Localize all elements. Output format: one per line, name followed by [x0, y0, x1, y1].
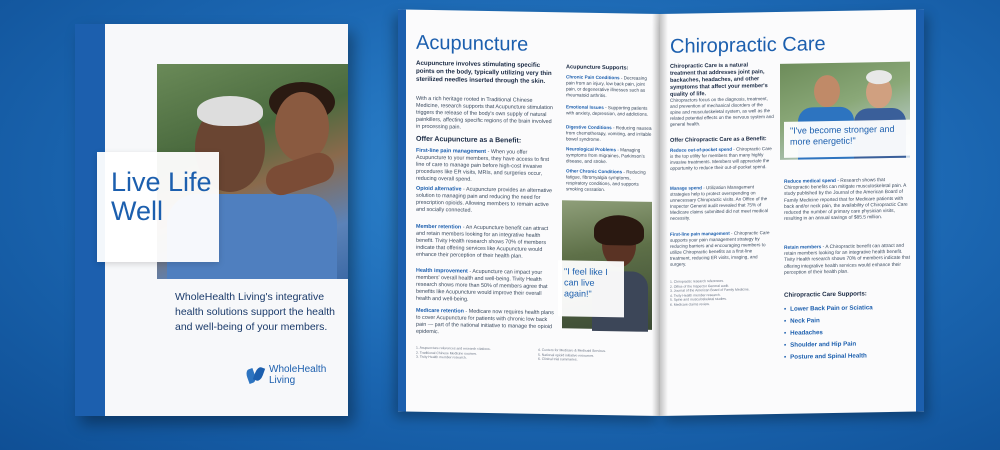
list-item: • Lower Back Pain or Sciatica [784, 302, 873, 316]
chiropractic-lead: Chiropractic Care is a natural treatment that addresses joint pain, backaches, headaches, and other symptoms that affect your member's quality of life. [670, 62, 768, 98]
brochure-spread [398, 14, 924, 416]
footnotes: 1. Acupuncture references and research citations. 2. Traditional Chinese Medicine sources. 3. Tivity Health member research. [416, 345, 491, 360]
acupuncture-intro: With a rich heritage rooted in Traditional Chinese Medicine, research supports that Acupuncture stimulation triggers the release of the body's own supply of natural painkillers, affecting specific regions of the brain involved in processing pain. [416, 95, 553, 131]
chiropractic-heading: Chiropractic Care [670, 33, 826, 58]
acupuncture-benefit: First-line pain management - When you offer Acupuncture to your members, they have access to first line of care to manage pain before high-cost invasive procedures like ER visits, MRIs, and surgeries occur, reducing overall spend. [416, 147, 550, 183]
acupuncture-page [398, 9, 660, 416]
acupuncture-support-item: Emotional Issues - Supporting patients with anxiety, depression, and addictions. [566, 104, 649, 117]
acupuncture-benefit: Health improvement - Acupuncture can impact your members' overall health and well-being. Tivity Health research shows more than 50% of members agree that benefits like Acupuncture would improve their overall health and well-being. [416, 267, 548, 303]
list-item: • Posture and Spinal Health [784, 350, 873, 364]
acupuncture-support-item: Other Chronic Conditions - Reducing fatigue, fibromyalgia symptoms, respiratory conditions, and supports smoking cessation. [566, 168, 646, 193]
wholehealth-logo: WholeHealth Living [247, 364, 326, 386]
list-item: • Headaches [784, 326, 873, 340]
acupuncture-lead: Acupuncture involves stimulating specific points on the body, typically utilizing very thin sterilized needles inserted through the skin. [416, 59, 552, 85]
chiropractic-intro: Chiropractors focus on the diagnosis, treatment, and prevention of mechanical disorders of the spine and musculoskeletal system, as well as the related potential effects on the nervous system and general health. [670, 96, 774, 127]
acupuncture-benefit: Medicare retention - Medicare now requires health plans to cover Acupuncture for patients with chronic low back pain — part of the national initiative to manage the opioid epidemic. [416, 307, 554, 336]
chiropractic-supports-list [784, 302, 873, 364]
acupuncture-benefit: Opioid alternative - Acupuncture provides an alternative solution to managing pain and reducing the need for prescription opioids. Allowing members to remain active and socially connected. [416, 185, 553, 214]
footnotes: 4. Centers for Medicare & Medicaid Services. 5. National opioid initiative resources. 6. Clinical trial summaries. [538, 347, 607, 362]
acupuncture-quote: "I feel like I can live again!" [558, 260, 624, 317]
brochure-cover [75, 24, 348, 416]
chiropractic-page [660, 9, 924, 416]
acupuncture-benefit: Member retention - An Acupuncture benefit can attract and retain members looking for an integrative health benefit. Tivity Health research shows 70% of members indicate that offering services like Acupuncture would enhance their perception of their health plan. [416, 223, 549, 260]
spine-fold [652, 14, 668, 416]
acupuncture-support-item: Digestive Conditions - Reducing nausea from chemotherapy, vomiting, and irritable bowel syndrome. [566, 124, 652, 142]
list-item: • Shoulder and Hip Pain [784, 338, 873, 352]
acupuncture-supports-heading: Acupuncture Supports: [566, 64, 629, 72]
cover-title-box [97, 152, 219, 262]
footnotes: 1. Chiropractic research references. 2. Office of the Inspector General audit. 3. Journal of the American Board of Family Medicine. 4. Tivity Health member research. 5. Spine and musculoskeletal studies. 6. Medicare claims review. [670, 278, 750, 307]
chiropractic-benefit: First-line pain management - Chiropractic Care supports your pain management strategy by reducing barriers and encouraging members to utilize Chiropractic benefits as a first-line treatment, reducing ER visits, imaging, and surgery. [670, 230, 770, 267]
chiropractic-quote: "I've become stronger and more energetic!" [784, 120, 910, 158]
acupuncture-benefit-heading: Offer Acupuncture as a Benefit: [416, 135, 522, 145]
cover-tagline: WholeHealth Living's integrative health solutions support the health and well-being of your members. [175, 291, 335, 333]
chiropractic-benefit: Reduce out-of-pocket spend - Chiropractic Care is the top utility for members than many highly invasive treatments. Members will appreciate the opportunity to reduce their out-of-pocket spend. [670, 146, 772, 171]
page-edge-bar [398, 9, 406, 411]
chiropractic-benefit: Reduce medical spend - Research shows that Chiropractic benefits can mitigate musculoskeletal pain. A study published by the Journal of the American Board of Family Medicine reported that for Medicare patients with back and/or neck pain, the availability of Chiropractic Care reduced the number of primary care physician visits, resulting in an annual savings of $85.5 million. [784, 178, 908, 223]
acupuncture-heading: Acupuncture [416, 31, 529, 56]
chiropractic-benefit: Retain members - A Chiropractic benefit can attract and retain members looking for an integrative health benefit. Tivity Health research shows 70% of members indicate that offering integrative health services would enhance their perception of their health plan. [784, 243, 910, 276]
chiropractic-benefit-heading: Offer Chiropractic Care as a Benefit: [670, 136, 767, 144]
acupuncture-support-item: Neurological Problems - Managing symptoms from migraines, Parkinson's disease, and stroke. [566, 146, 645, 165]
page-edge-bar [916, 9, 924, 411]
acupuncture-support-item: Chronic Pain Conditions - Decreasing pain from an injury, low back pain, joint pain, or degenerative illnesses such as rheumatoid arthritis. [566, 74, 647, 99]
cover-title: Live Life Well [111, 167, 212, 226]
chiropractic-supports-heading: Chiropractic Care Supports: [784, 290, 867, 299]
list-item: • Neck Pain [784, 314, 873, 328]
leaf-logo-icon [247, 367, 265, 383]
chiropractic-benefit: Manage spend - Utilization Management strategies help to protect overspending on unnecessary Chiropractic visits. An Office of the Inspector General audit revealed that 75% of Medicare claims submitted did not meet medical necessity. [670, 184, 769, 221]
